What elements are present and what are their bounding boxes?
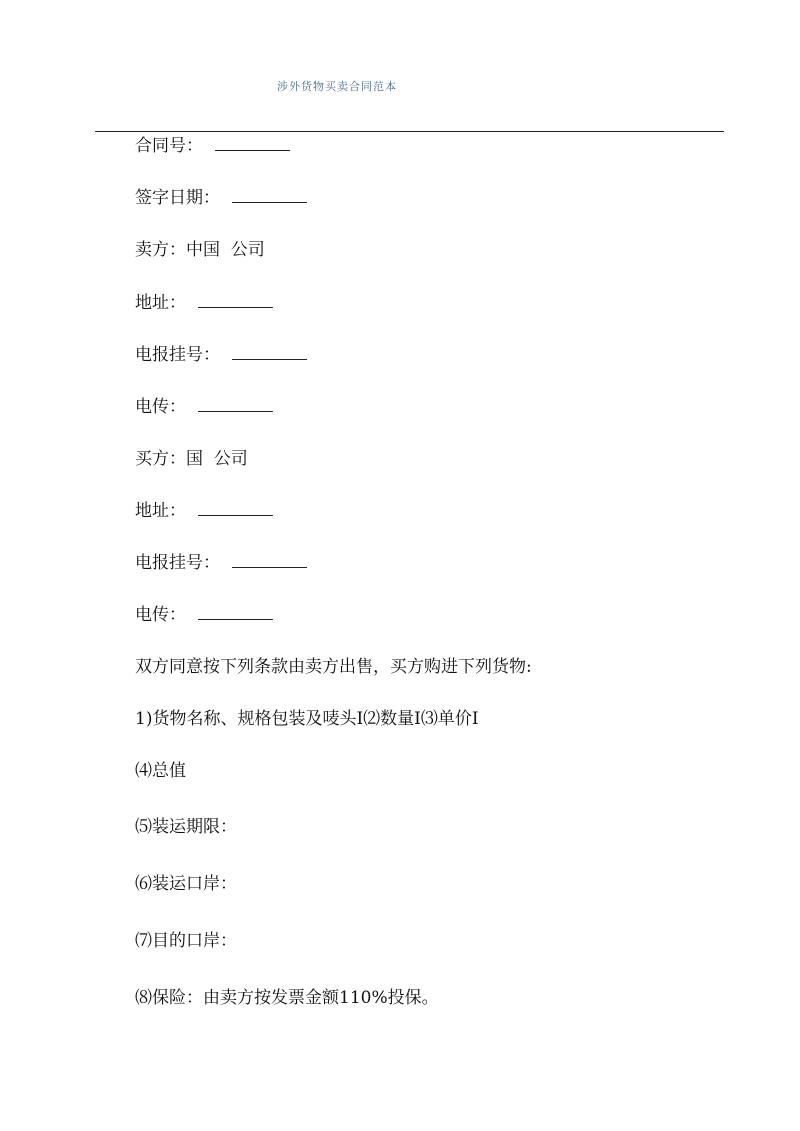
sign-date-label: 签字日期： (135, 188, 220, 208)
seller-cable-blank (232, 345, 307, 360)
seller-label: 卖方：中国 公司 (135, 240, 265, 260)
term-item-7: ⑺目的口岸： (135, 931, 237, 951)
buyer-fax-label: 电传： (135, 605, 186, 625)
buyer-cable-label: 电报挂号： (135, 553, 220, 573)
seller-fax-blank (198, 397, 273, 412)
header-title: 涉外货物买卖合同范本 (277, 80, 397, 93)
seller-cable-line (135, 344, 307, 366)
term-item-6: ⑹装运口岸： (135, 874, 237, 894)
buyer-cable-blank (232, 553, 307, 568)
seller-address-blank (198, 293, 273, 308)
term-item-4: ⑷总值 (135, 761, 186, 781)
seller-address-line (135, 292, 273, 314)
buyer-address-blank (198, 501, 273, 516)
sign-date-blank (232, 188, 307, 203)
terms-intro: 双方同意按下列条款由卖方出售，买方购进下列货物: (135, 657, 532, 677)
seller-cable-label: 电报挂号： (135, 345, 220, 365)
contract-no-blank (215, 136, 290, 151)
term-items-1-3: 1)货物名称、规格包装及唛头I⑵数量I⑶单价I (135, 709, 479, 729)
seller-line (135, 239, 265, 261)
term-item-8: ⑻保险：由卖方按发票金额110%投保。 (135, 988, 439, 1008)
buyer-line (135, 448, 248, 470)
term-item-5: ⑸装运期限： (135, 817, 237, 837)
page-header (0, 78, 800, 98)
buyer-address-label: 地址： (135, 501, 186, 521)
seller-address-label: 地址： (135, 293, 186, 313)
buyer-cable-line (135, 552, 307, 574)
buyer-address-line (135, 500, 273, 522)
buyer-fax-line (135, 604, 273, 626)
buyer-label: 买方：国 公司 (135, 449, 248, 469)
contract-no-label: 合同号： (135, 136, 203, 156)
seller-fax-label: 电传： (135, 397, 186, 417)
contract-no-line (135, 135, 290, 157)
seller-fax-line (135, 396, 273, 418)
header-divider (95, 131, 724, 132)
sign-date-line (135, 187, 307, 209)
buyer-fax-blank (198, 605, 273, 620)
